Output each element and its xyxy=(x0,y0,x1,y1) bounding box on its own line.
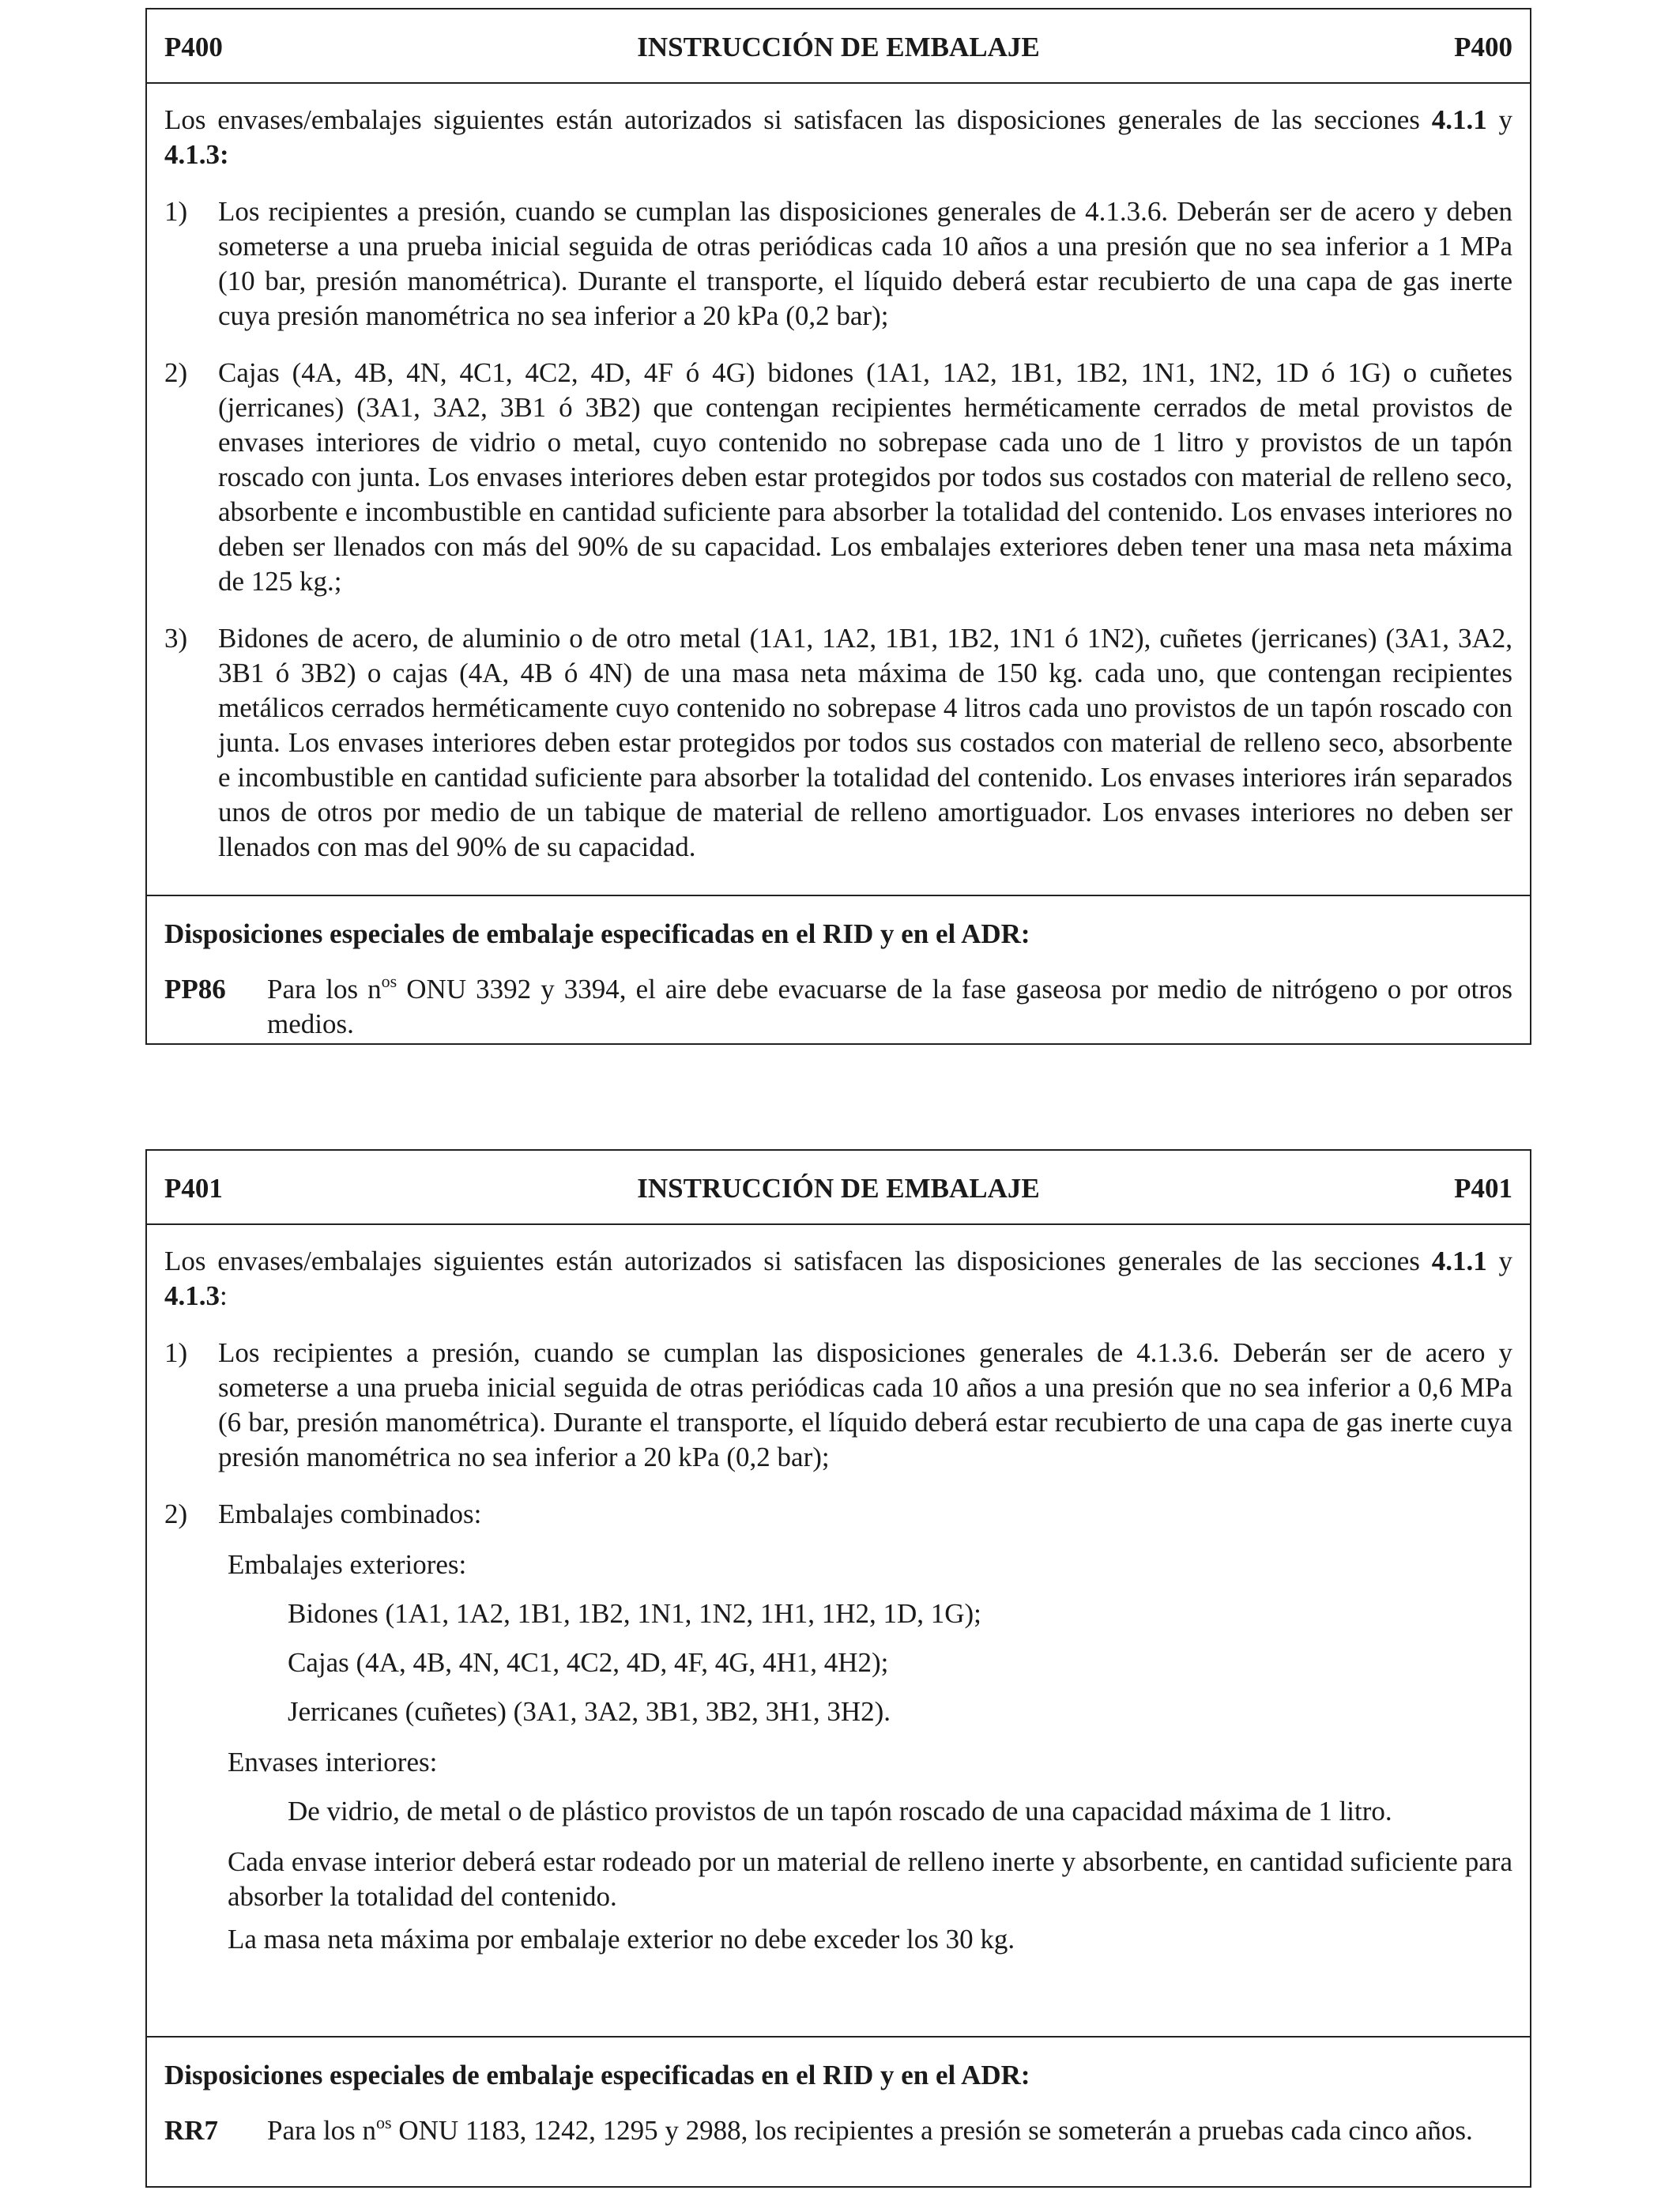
intro-conjunction: y xyxy=(1498,104,1513,135)
item-text: Bidones de acero, de aluminio o de otro metal (1A1, 1A2, 1B1, 1B2, 1N1 ó 1N2), cuñetes (jerricanes) (3A1, 3A2, 3B1 ó 3B2) o cajas (4A, 4B ó 4N) de una masa neta máxima de 150 kg. cada uno, que contengan recipientes metálicos cerrados herméticamente cuyo contenido no sobrepase 4 litros cada uno provistos de un tapón roscado con junta. Los envases interiores deben estar protegidos por todos sus costados con material de relleno seco, absorbente e incombustible en cantidad suficiente para absorber la totalidad del contenido. Los envases interiores irán separados unos de otros por medio de un tabique de material de relleno amortiguador. Los envases interiores no deben ser llenados con mas del 90% de su capacidad. xyxy=(218,623,1512,862)
intro-conjunction: y xyxy=(1498,1246,1513,1276)
instruction-title: INSTRUCCIÓN DE EMBALAJE xyxy=(637,1173,1040,1204)
item-number: 2) xyxy=(164,357,188,388)
special-provision-code: RR7 xyxy=(164,2115,219,2146)
special-provisions xyxy=(147,2036,1530,2148)
special-provision-code: PP86 xyxy=(164,974,226,1005)
special-provision-text: Para los n xyxy=(267,2115,377,2146)
superscript: os xyxy=(381,971,397,991)
section-ref: 4.1.1 xyxy=(1431,104,1487,135)
inner-packagings-heading: Envases interiores: xyxy=(228,1747,438,1777)
special-provision-text: Para los n xyxy=(267,974,382,1005)
item-text: Los recipientes a presión, cuando se cumplan las disposiciones generales de 4.1.3.6. Deberán ser de acero y someterse a una prueba inicial seguida de otras periódicas cada 10 años a una presión que no sea inferior a 0,6 MPa (6 bar, presión manométrica). Durante el transporte, el líquido deberá estar recubierto de una capa de gas inerte cuya presión manométrica no sea inferior a 20 kPa (0,2 bar); xyxy=(218,1337,1512,1472)
item-number: 1) xyxy=(164,1337,188,1368)
list-item xyxy=(164,1497,1512,1532)
list-item: Jerricanes (cuñetes) (3A1, 3A2, 3B1, 3B2, 3H1, 3H2). xyxy=(288,1696,891,1727)
instruction-header xyxy=(147,9,1530,84)
packing-instruction-p401 xyxy=(145,1149,1531,2188)
intro-paragraph xyxy=(164,1244,1512,1314)
intro-text: Los envases/embalajes siguientes están autorizados si satisfacen las disposiciones generales de las secciones xyxy=(164,104,1420,135)
note-paragraph: Cada envase interior deberá estar rodeado por un material de relleno inerte y absorbente, en cantidad suficiente para absorber la totalidad del contenido. xyxy=(228,1846,1512,1912)
special-provision xyxy=(164,2113,1512,2148)
section-ref: 4.1.1 xyxy=(1431,1246,1487,1276)
special-provision-text: ONU 1183, 1242, 1295 y 2988, los recipientes a presión se someterán a pruebas cada cinco años. xyxy=(391,2115,1473,2146)
list-item xyxy=(164,621,1512,865)
item-number: 2) xyxy=(164,1498,188,1529)
section-ref: 4.1.3: xyxy=(164,139,229,170)
instruction-code-left: P400 xyxy=(164,32,223,62)
item-number: 3) xyxy=(164,623,188,654)
note-paragraph: La masa neta máxima por embalaje exterior no debe exceder los 30 kg. xyxy=(228,1924,1015,1955)
list-item: De vidrio, de metal o de plástico provistos de un tapón roscado de una capacidad máxima de 1 litro. xyxy=(288,1796,1392,1826)
superscript: os xyxy=(376,2113,392,2132)
instruction-code-left: P401 xyxy=(164,1173,223,1204)
instruction-header xyxy=(147,1151,1530,1225)
list-item: Cajas (4A, 4B, 4N, 4C1, 4C2, 4D, 4F, 4G, 4H1, 4H2); xyxy=(288,1647,889,1678)
item-number: 1) xyxy=(164,196,188,227)
list-item xyxy=(164,356,1512,599)
intro-text: Los envases/embalajes siguientes están autorizados si satisfacen las disposiciones generales de las secciones xyxy=(164,1246,1420,1276)
instruction-body xyxy=(147,1244,1530,1957)
item-text: Cajas (4A, 4B, 4N, 4C1, 4C2, 4D, 4F ó 4G) bidones (1A1, 1A2, 1B1, 1B2, 1N1, 1N2, 1D ó 1G) o cuñetes (jerricanes) (3A1, 3A2, 3B1 ó 3B2) que contengan recipientes herméticamente cerrados de metal provistos de envases interiores de vidrio o metal, cuyo contenido no sobrepase cada uno de 1 litro y provistos de un tapón roscado con junta. Los envases interiores deben estar protegidos por todos sus costados con material de relleno seco, absorbente e incombustible en cantidad suficiente para absorber la totalidad del contenido. Los envases interiores no deben ser llenados con más del 90% de su capacidad. Los embalajes exteriores deben tener una masa neta máxima de 125 kg.; xyxy=(218,357,1512,597)
packing-instruction-p400 xyxy=(145,8,1531,1045)
intro-punctuation: : xyxy=(220,1280,228,1311)
intro-paragraph xyxy=(164,103,1512,172)
inner-packagings-list xyxy=(164,1794,1512,1829)
special-provision xyxy=(164,972,1512,1042)
instruction-title: INSTRUCCIÓN DE EMBALAJE xyxy=(637,32,1040,62)
outer-packagings-list xyxy=(164,1596,1512,1729)
list-item: Bidones (1A1, 1A2, 1B1, 1B2, 1N1, 1N2, 1H1, 1H2, 1D, 1G); xyxy=(288,1598,981,1629)
special-provisions-heading: Disposiciones especiales de embalaje especificadas en el RID y en el ADR: xyxy=(164,918,1030,949)
instruction-code-right: P401 xyxy=(1454,1173,1512,1204)
item-text: Los recipientes a presión, cuando se cumplan las disposiciones generales de 4.1.3.6. Deberán ser de acero y deben someterse a una prueba inicial seguida de otras periódicas cada 10 años a una presión que no sea inferior a 1 MPa (10 bar, presión manométrica). Durante el transporte, el líquido deberá estar recubierto de una capa de gas inerte cuya presión manométrica no sea inferior a 20 kPa (0,2 bar); xyxy=(218,196,1512,331)
list-item xyxy=(164,1336,1512,1475)
item-text: Embalajes combinados: xyxy=(218,1498,482,1529)
special-provisions xyxy=(147,895,1530,1042)
list-item xyxy=(164,194,1512,334)
instruction-body xyxy=(147,103,1530,865)
section-ref: 4.1.3 xyxy=(164,1280,220,1311)
special-provisions-heading: Disposiciones especiales de embalaje especificadas en el RID y en el ADR: xyxy=(164,2060,1030,2090)
special-provision-text: ONU 3392 y 3394, el aire debe evacuarse de la fase gaseosa por medio de nitrógeno o por otros medios. xyxy=(267,974,1512,1039)
instruction-code-right: P400 xyxy=(1454,32,1512,62)
outer-packagings-heading: Embalajes exteriores: xyxy=(228,1549,467,1580)
